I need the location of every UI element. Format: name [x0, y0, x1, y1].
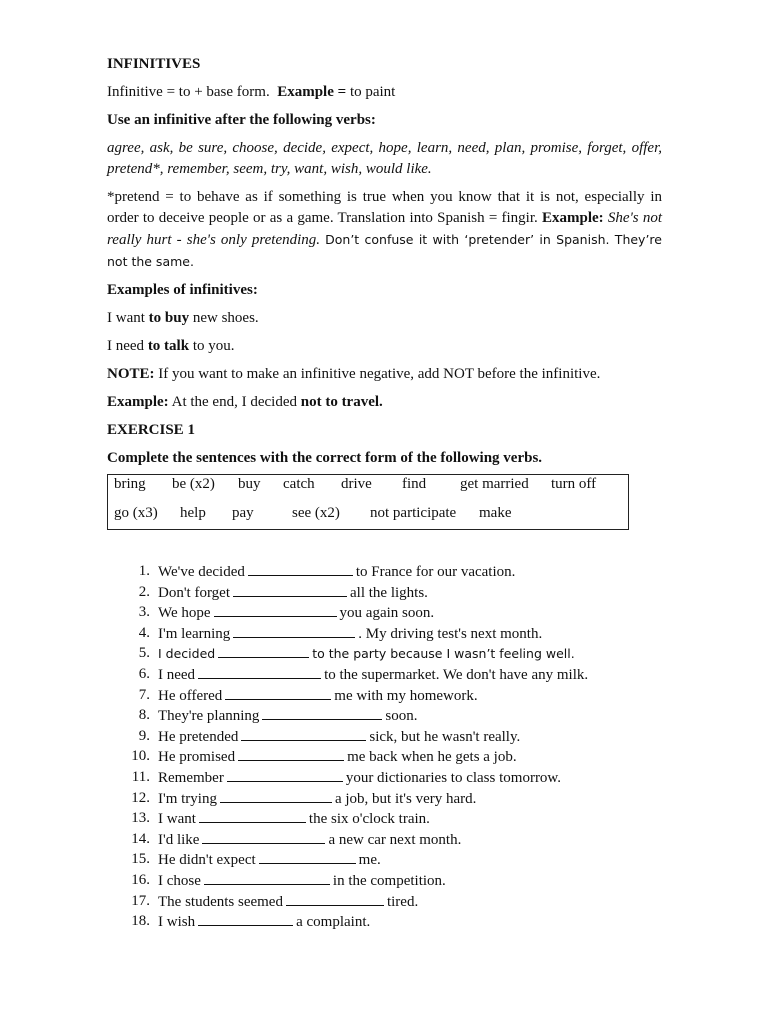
exercise-item-number: 4. — [138, 624, 150, 641]
example-sentence-1 — [107, 308, 662, 329]
verb-box-word: drive — [341, 476, 372, 492]
pretend-note — [107, 187, 662, 273]
exercise-item-text-after: sick, but he wasn't really. — [369, 728, 521, 745]
exercise-item-text-after: a complaint. — [296, 914, 371, 931]
answer-blank[interactable] — [198, 911, 293, 926]
exercise-item-text-after: a new car next month. — [328, 831, 462, 848]
exercise-item — [107, 891, 707, 912]
exercise-item — [107, 664, 707, 685]
exercise-item-text-after: your dictionaries to class tomorrow. — [345, 769, 562, 786]
exercise-item-number: 6. — [138, 665, 150, 682]
exercise-item-text-before: I want — [158, 811, 196, 828]
exercise-item-text-after: a job, but it's very hard. — [334, 790, 477, 807]
answer-blank[interactable] — [204, 870, 330, 885]
exercise-item-number: 7. — [138, 686, 150, 703]
exercise-item-text-after: tired. — [386, 893, 419, 910]
exercise-item-number: 16. — [131, 871, 150, 888]
answer-blank[interactable] — [286, 891, 384, 906]
exercise-item-text-after: all the lights. — [350, 584, 428, 601]
definition-example-label: Example = — [277, 84, 347, 100]
negative-example-label: Example: — [107, 394, 169, 410]
exercise-item — [107, 561, 707, 582]
verb-list: agree, ask, be sure, choose, decide, expect, hope, learn, need, plan, promise, forget, offer, pretend*, remember, seem, try, want, wish, would like. — [107, 140, 662, 177]
exercise-item — [107, 685, 707, 706]
verb-box-word: pay — [232, 505, 254, 521]
verb-box-word: make — [479, 505, 512, 521]
negative-example-line — [107, 392, 662, 413]
exercise-item-text-before: He pretended — [158, 728, 239, 745]
exercise-item — [107, 808, 707, 829]
exercise-item-number: 3. — [138, 604, 150, 621]
verb-box-word: go (x3) — [114, 505, 158, 521]
exercise-item-number: 11. — [131, 768, 150, 785]
exercise-item-text-after: soon. — [385, 708, 418, 725]
verb-box-word: be (x2) — [172, 476, 215, 492]
answer-blank[interactable] — [198, 664, 321, 679]
exercise-item-text-before: I'm trying — [158, 790, 217, 807]
exercise-item — [107, 870, 707, 891]
answer-blank[interactable] — [214, 602, 337, 617]
exercise-item-text-after: me with my homework. — [334, 687, 478, 704]
verb-box-word: catch — [283, 476, 315, 492]
exercise-item-number: 15. — [131, 851, 150, 868]
verb-box — [107, 474, 629, 530]
exercise-item — [107, 643, 707, 664]
exercise-item-text-before: He promised — [158, 749, 236, 766]
exercise-item-text-before: We hope — [158, 605, 211, 622]
answer-blank[interactable] — [199, 808, 306, 823]
exercise-item-text-before: We've decided — [158, 564, 245, 580]
definition-text: Infinitive = to + base form. — [107, 84, 270, 100]
example-1-infinitive: to buy — [148, 310, 190, 326]
note-line — [107, 364, 662, 385]
exercise-item-text-after: you again soon. — [339, 605, 435, 622]
exercise-item-text-after: in the competition. — [332, 872, 446, 889]
exercise-item-number: 1. — [138, 563, 150, 579]
exercise-list — [107, 561, 707, 932]
exercise-item-number: 14. — [131, 830, 150, 847]
verb-box-word: see (x2) — [292, 505, 340, 521]
exercise-instruction: Complete the sentences with the correct form of the following verbs. — [107, 450, 543, 466]
pretend-example-label: Example: — [542, 210, 604, 226]
verb-box-word: get married — [460, 476, 529, 492]
exercise-item-text-before: I'd like — [158, 831, 200, 848]
example-1-before: I want — [107, 310, 145, 326]
exercise-item-text-before: I decided — [158, 646, 216, 662]
exercise-item-number: 13. — [131, 810, 150, 827]
example-2-before: I need — [107, 338, 145, 354]
example-2-infinitive: to talk — [147, 338, 190, 354]
exercise-item — [107, 849, 707, 870]
answer-blank[interactable] — [202, 829, 325, 844]
answer-blank[interactable] — [259, 849, 356, 864]
negative-example-text: At the end, I decided — [171, 394, 297, 410]
exercise-item-text-before: I wish — [158, 914, 196, 931]
exercise-item — [107, 623, 707, 644]
exercise-item — [107, 767, 707, 788]
exercise-item-number: 9. — [138, 727, 150, 744]
exercise-item-number: 12. — [131, 789, 150, 806]
pretend-warning: Don’t confuse it with ‘pretender’ in Spanish. They’re not the same. — [107, 232, 662, 269]
exercise-item-text-before: Remember — [158, 769, 224, 786]
note-label: NOTE: — [107, 366, 155, 382]
exercise-item-number: 8. — [138, 707, 150, 724]
exercise-item-text-before: I need — [158, 666, 196, 683]
definition-example-value: to paint — [349, 84, 396, 100]
verb-box-word: turn off — [551, 476, 597, 492]
exercise-item-text-after: to the supermarket. We don't have any milk. — [324, 666, 589, 683]
exercise-title: EXERCISE 1 — [107, 422, 195, 438]
answer-blank[interactable] — [233, 623, 355, 638]
exercise-item-text-after: . My driving test's next month. — [358, 625, 543, 642]
example-1-after: new shoes. — [192, 310, 259, 326]
exercise-item-text-before: Don't forget — [158, 584, 230, 601]
verb-box-word: not participate — [370, 505, 457, 521]
exercise-item-text-before: The students seemed — [158, 893, 283, 910]
exercise-item-number: 5. — [138, 645, 150, 662]
exercise-item — [107, 911, 707, 932]
exercise-item — [107, 705, 707, 726]
exercise-item — [107, 726, 707, 747]
answer-blank[interactable] — [218, 643, 309, 658]
exercise-item — [107, 582, 707, 603]
examples-heading: Examples of infinitives: — [107, 282, 258, 298]
example-sentence-2 — [107, 336, 662, 357]
exercise-item-text-after: to France for our vacation. — [355, 564, 516, 580]
pretend-example-text: She's not really hurt - she's only pretending. — [107, 210, 663, 248]
exercise-item-number: 2. — [138, 583, 150, 600]
exercise-item-text-before: He offered — [158, 687, 223, 704]
verb-box-word: bring — [114, 476, 146, 492]
exercise-item — [107, 602, 707, 623]
answer-blank[interactable] — [233, 582, 347, 597]
exercise-item-text-before: They're planning — [158, 708, 260, 725]
exercise-item-text-before: He didn't expect — [158, 852, 256, 869]
answer-blank[interactable] — [225, 685, 331, 700]
worksheet-content — [107, 54, 662, 530]
exercise-item-text-after: me back when he gets a job. — [347, 749, 517, 766]
page-title: INFINITIVES — [107, 56, 201, 72]
example-2-after: to you. — [192, 338, 235, 354]
verb-box-word: find — [402, 476, 427, 492]
note-text: If you want to make an infinitive negative, add NOT before the infinitive. — [158, 366, 601, 382]
answer-blank[interactable] — [220, 788, 332, 803]
exercise-item-number: 10. — [131, 748, 150, 765]
exercise-item-number: 18. — [131, 913, 150, 930]
exercise-item-text-after: the six o'clock train. — [308, 811, 430, 828]
exercise-item — [107, 829, 707, 850]
exercise-item-text-before: I'm learning — [158, 625, 231, 642]
exercise-item-text-after: me. — [358, 852, 381, 869]
answer-blank[interactable] — [227, 767, 343, 782]
exercise-item — [107, 746, 707, 767]
answer-blank[interactable] — [241, 726, 366, 741]
rule-heading: Use an infinitive after the following verbs: — [107, 112, 376, 128]
answer-blank[interactable] — [262, 705, 382, 720]
definition-line — [107, 82, 662, 103]
exercise-item-text-before: I chose — [158, 872, 201, 889]
verb-box-word: help — [180, 505, 206, 521]
negative-example-infinitive: not to travel. — [300, 394, 383, 410]
answer-blank[interactable] — [248, 561, 353, 576]
exercise-item-number: 17. — [131, 892, 150, 909]
verb-box-word: buy — [238, 476, 261, 492]
exercise-item — [107, 788, 707, 809]
answer-blank[interactable] — [238, 746, 344, 761]
pretend-definition: *pretend = to behave as if something is true when you know that it is not, especially in order to deceive people or as a game. Translation into Spanish = fingir. — [107, 189, 662, 226]
exercise-item-text-after: to the party because I wasn’t feeling well. — [312, 646, 575, 662]
